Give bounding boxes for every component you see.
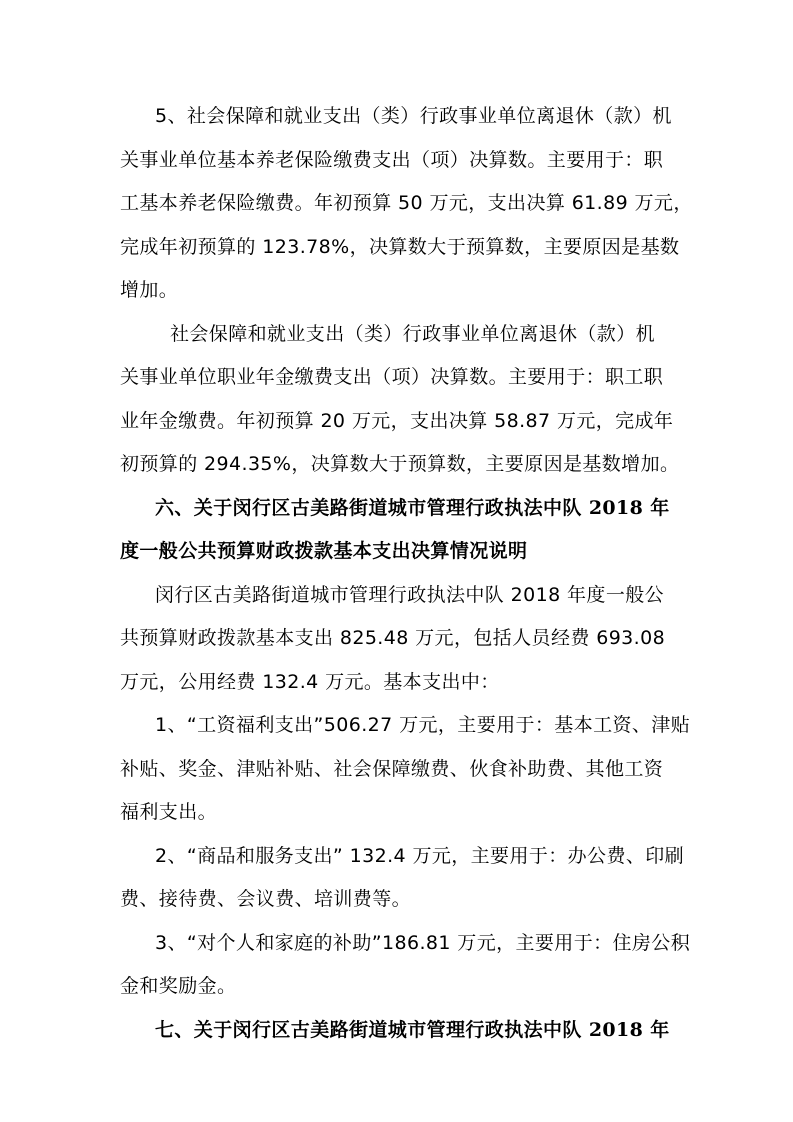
paragraph-line: 费、接待费、会议费、培训费等。 [120,888,412,910]
paragraph-line: 2、“商品和服务支出” 132.4 万元，主要用于：办公费、印刷 [155,845,685,867]
paragraph-line: 3、“对个人和家庭的补助”186.81 万元，主要用于：住房公积 [155,932,691,954]
paragraph-line: 1、“工资福利支出”506.27 万元，主要用于：基本工资、津贴 [155,714,691,736]
paragraph-line: 关事业单位基本养老保险缴费支出（项）决算数。主要用于：职 [120,149,664,171]
paragraph-line: 补贴、奖金、津贴补贴、社会保障缴费、伙食补助费、其他工资 [120,758,664,780]
paragraph-line: 完成年初预算的 123.78%，决算数大于预算数，主要原因是基数 [120,236,680,258]
paragraph-line: 工基本养老保险缴费。年初预算 50 万元，支出决算 61.89 万元， [120,192,693,214]
paragraph-line: 金和奖励金。 [120,975,237,997]
paragraph-line: 闵行区古美路街道城市管理行政执法中队 2018 年度一般公 [155,584,665,606]
paragraph-line: 万元，公用经费 132.4 万元。基本支出中： [120,671,500,693]
paragraph-line: 初预算的 294.35%，决算数大于预算数，主要原因是基数增加。 [120,453,680,475]
section-heading-line: 度一般公共预算财政拨款基本支出决算情况说明 [120,540,528,562]
paragraph-line: 共预算财政拨款基本支出 825.48 万元，包括人员经费 693.08 [120,627,666,649]
paragraph-line: 关事业单位职业年金缴费支出（项）决算数。主要用于：职工职 [120,366,664,388]
paragraph-line: 增加。 [120,279,179,301]
section-heading-line: 七、关于闵行区古美路街道城市管理行政执法中队 2018 年 [155,1019,670,1041]
paragraph-line: 社会保障和就业支出（类）行政事业单位离退休（款）机 [170,323,656,345]
paragraph-line: 福利支出。 [120,801,218,823]
section-heading-line: 六、关于闵行区古美路街道城市管理行政执法中队 2018 年 [155,497,670,519]
paragraph-line: 5、社会保障和就业支出（类）行政事业单位离退休（款）机 [155,105,672,127]
paragraph-line: 业年金缴费。年初预算 20 万元，支出决算 58.87 万元，完成年 [120,410,674,432]
